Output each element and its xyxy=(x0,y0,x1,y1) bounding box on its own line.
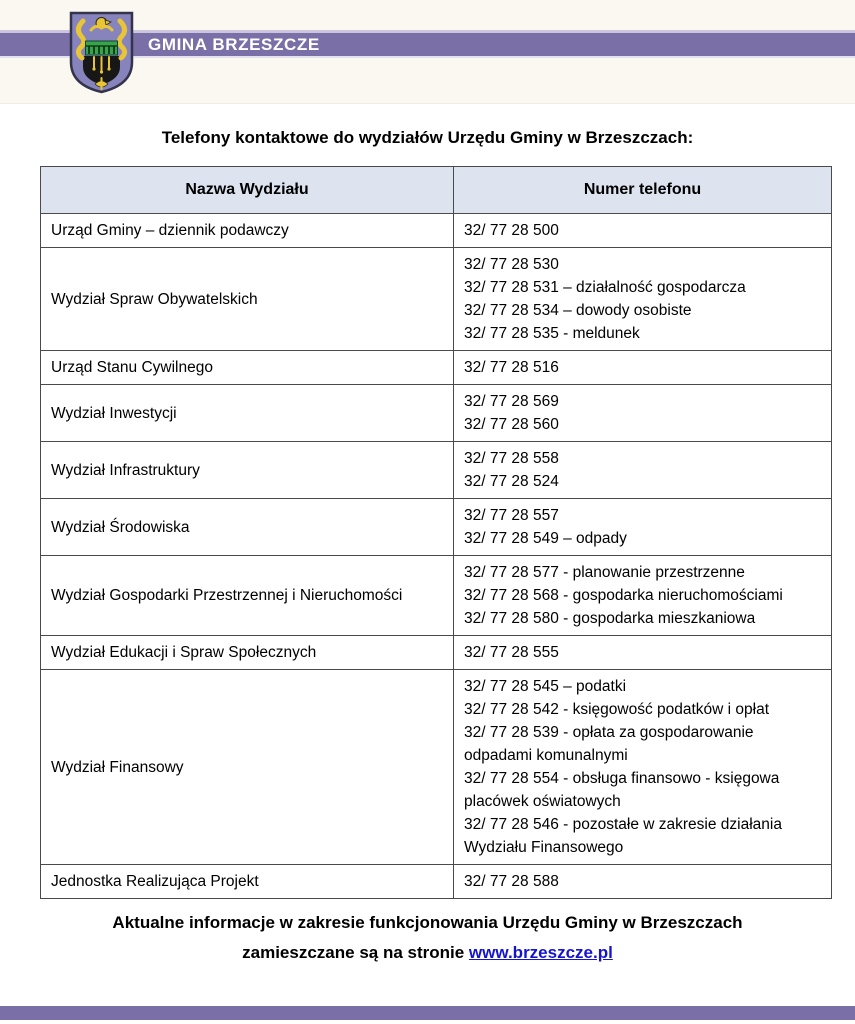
department-name-cell: Wydział Infrastruktury xyxy=(41,442,454,499)
table-row xyxy=(41,556,832,636)
table-row xyxy=(41,499,832,556)
column-header-department: Nazwa Wydziału xyxy=(41,167,454,214)
letterhead xyxy=(0,0,855,104)
page-title: Telefony kontaktowe do wydziałów Urzędu Gminy w Brzeszczach: xyxy=(161,128,694,147)
phone-line: 32/ 77 28 542 - księgowość podatków i opłat xyxy=(464,701,770,718)
footer-line2-text: zamieszczane są na stronie xyxy=(242,943,469,962)
department-name-cell: Wydział Edukacji i Spraw Społecznych xyxy=(41,636,454,670)
department-name-cell: Wydział Spraw Obywatelskich xyxy=(41,248,454,351)
phone-line: 32/ 77 28 569 xyxy=(464,393,559,410)
phone-line: 32/ 77 28 568 - gospodarka nieruchomościami xyxy=(464,587,783,604)
phone-line: 32/ 77 28 580 - gospodarka mieszkaniowa xyxy=(464,610,756,627)
phone-line: 32/ 77 28 500 xyxy=(464,222,559,239)
phone-numbers-cell xyxy=(454,351,832,385)
table-row xyxy=(41,214,832,248)
phone-line: 32/ 77 28 554 - obsługa finansowo - księgowa placówek oświatowych xyxy=(464,770,780,810)
phone-numbers-cell xyxy=(454,214,832,248)
phone-numbers-cell xyxy=(454,385,832,442)
phone-line: 32/ 77 28 545 – podatki xyxy=(464,678,627,695)
table-row xyxy=(41,865,832,899)
phone-line: 32/ 77 28 588 xyxy=(464,873,559,890)
department-name-cell: Urząd Gminy – dziennik podawczy xyxy=(41,214,454,248)
phone-line: 32/ 77 28 557 xyxy=(464,507,559,524)
phone-line: 32/ 77 28 577 - planowanie przestrzenne xyxy=(464,564,745,581)
footer-note xyxy=(0,908,855,968)
table-header-row xyxy=(41,167,832,214)
phone-line: 32/ 77 28 530 xyxy=(464,256,559,273)
phone-numbers-cell xyxy=(454,556,832,636)
phone-line: 32/ 77 28 516 xyxy=(464,359,559,376)
contact-table xyxy=(40,166,832,899)
phone-line: 32/ 77 28 546 - pozostałe w zakresie działania Wydziału Finansowego xyxy=(464,816,782,856)
department-name-cell: Wydział Środowiska xyxy=(41,499,454,556)
phone-line: 32/ 77 28 524 xyxy=(464,473,559,490)
website-link[interactable]: www.brzeszcze.pl xyxy=(468,943,613,962)
department-name-cell: Wydział Gospodarki Przestrzennej i Nieruchomości xyxy=(41,556,454,636)
phone-numbers-cell xyxy=(454,670,832,865)
department-name-cell: Jednostka Realizująca Projekt xyxy=(41,865,454,899)
department-name-cell: Wydział Inwestycji xyxy=(41,385,454,442)
table-row xyxy=(41,670,832,865)
table-row xyxy=(41,385,832,442)
phone-numbers-cell xyxy=(454,499,832,556)
table-row xyxy=(41,351,832,385)
phone-numbers-cell xyxy=(454,865,832,899)
department-name-cell: Urząd Stanu Cywilnego xyxy=(41,351,454,385)
phone-line: 32/ 77 28 549 – odpady xyxy=(464,530,627,547)
column-header-phone: Numer telefonu xyxy=(454,167,832,214)
table-body xyxy=(41,214,832,899)
table-row xyxy=(41,636,832,670)
phone-line: 32/ 77 28 534 – dowody osobiste xyxy=(464,302,692,319)
department-name-cell: Wydział Finansowy xyxy=(41,670,454,865)
phone-line: 32/ 77 28 531 – działalność gospodarcza xyxy=(464,279,746,296)
phone-line: 32/ 77 28 558 xyxy=(464,450,559,467)
phone-numbers-cell xyxy=(454,636,832,670)
phone-line: 32/ 77 28 539 - opłata za gospodarowanie odpadami komunalnymi xyxy=(464,724,754,764)
phone-line: 32/ 77 28 535 - meldunek xyxy=(464,325,640,342)
contact-table-wrap xyxy=(40,166,831,899)
phone-numbers-cell xyxy=(454,248,832,351)
footer-line2 xyxy=(0,938,855,968)
brzeszcze-crest-icon xyxy=(68,10,135,95)
municipality-name: GMINA BRZESZCZE xyxy=(148,35,320,54)
phone-line: 32/ 77 28 555 xyxy=(464,644,559,661)
footer-line1: Aktualne informacje w zakresie funkcjonowania Urzędu Gminy w Brzeszczach xyxy=(112,913,743,932)
table-row xyxy=(41,442,832,499)
phone-line: 32/ 77 28 560 xyxy=(464,416,559,433)
table-row xyxy=(41,248,832,351)
phone-numbers-cell xyxy=(454,442,832,499)
footer-banner xyxy=(0,1006,855,1020)
